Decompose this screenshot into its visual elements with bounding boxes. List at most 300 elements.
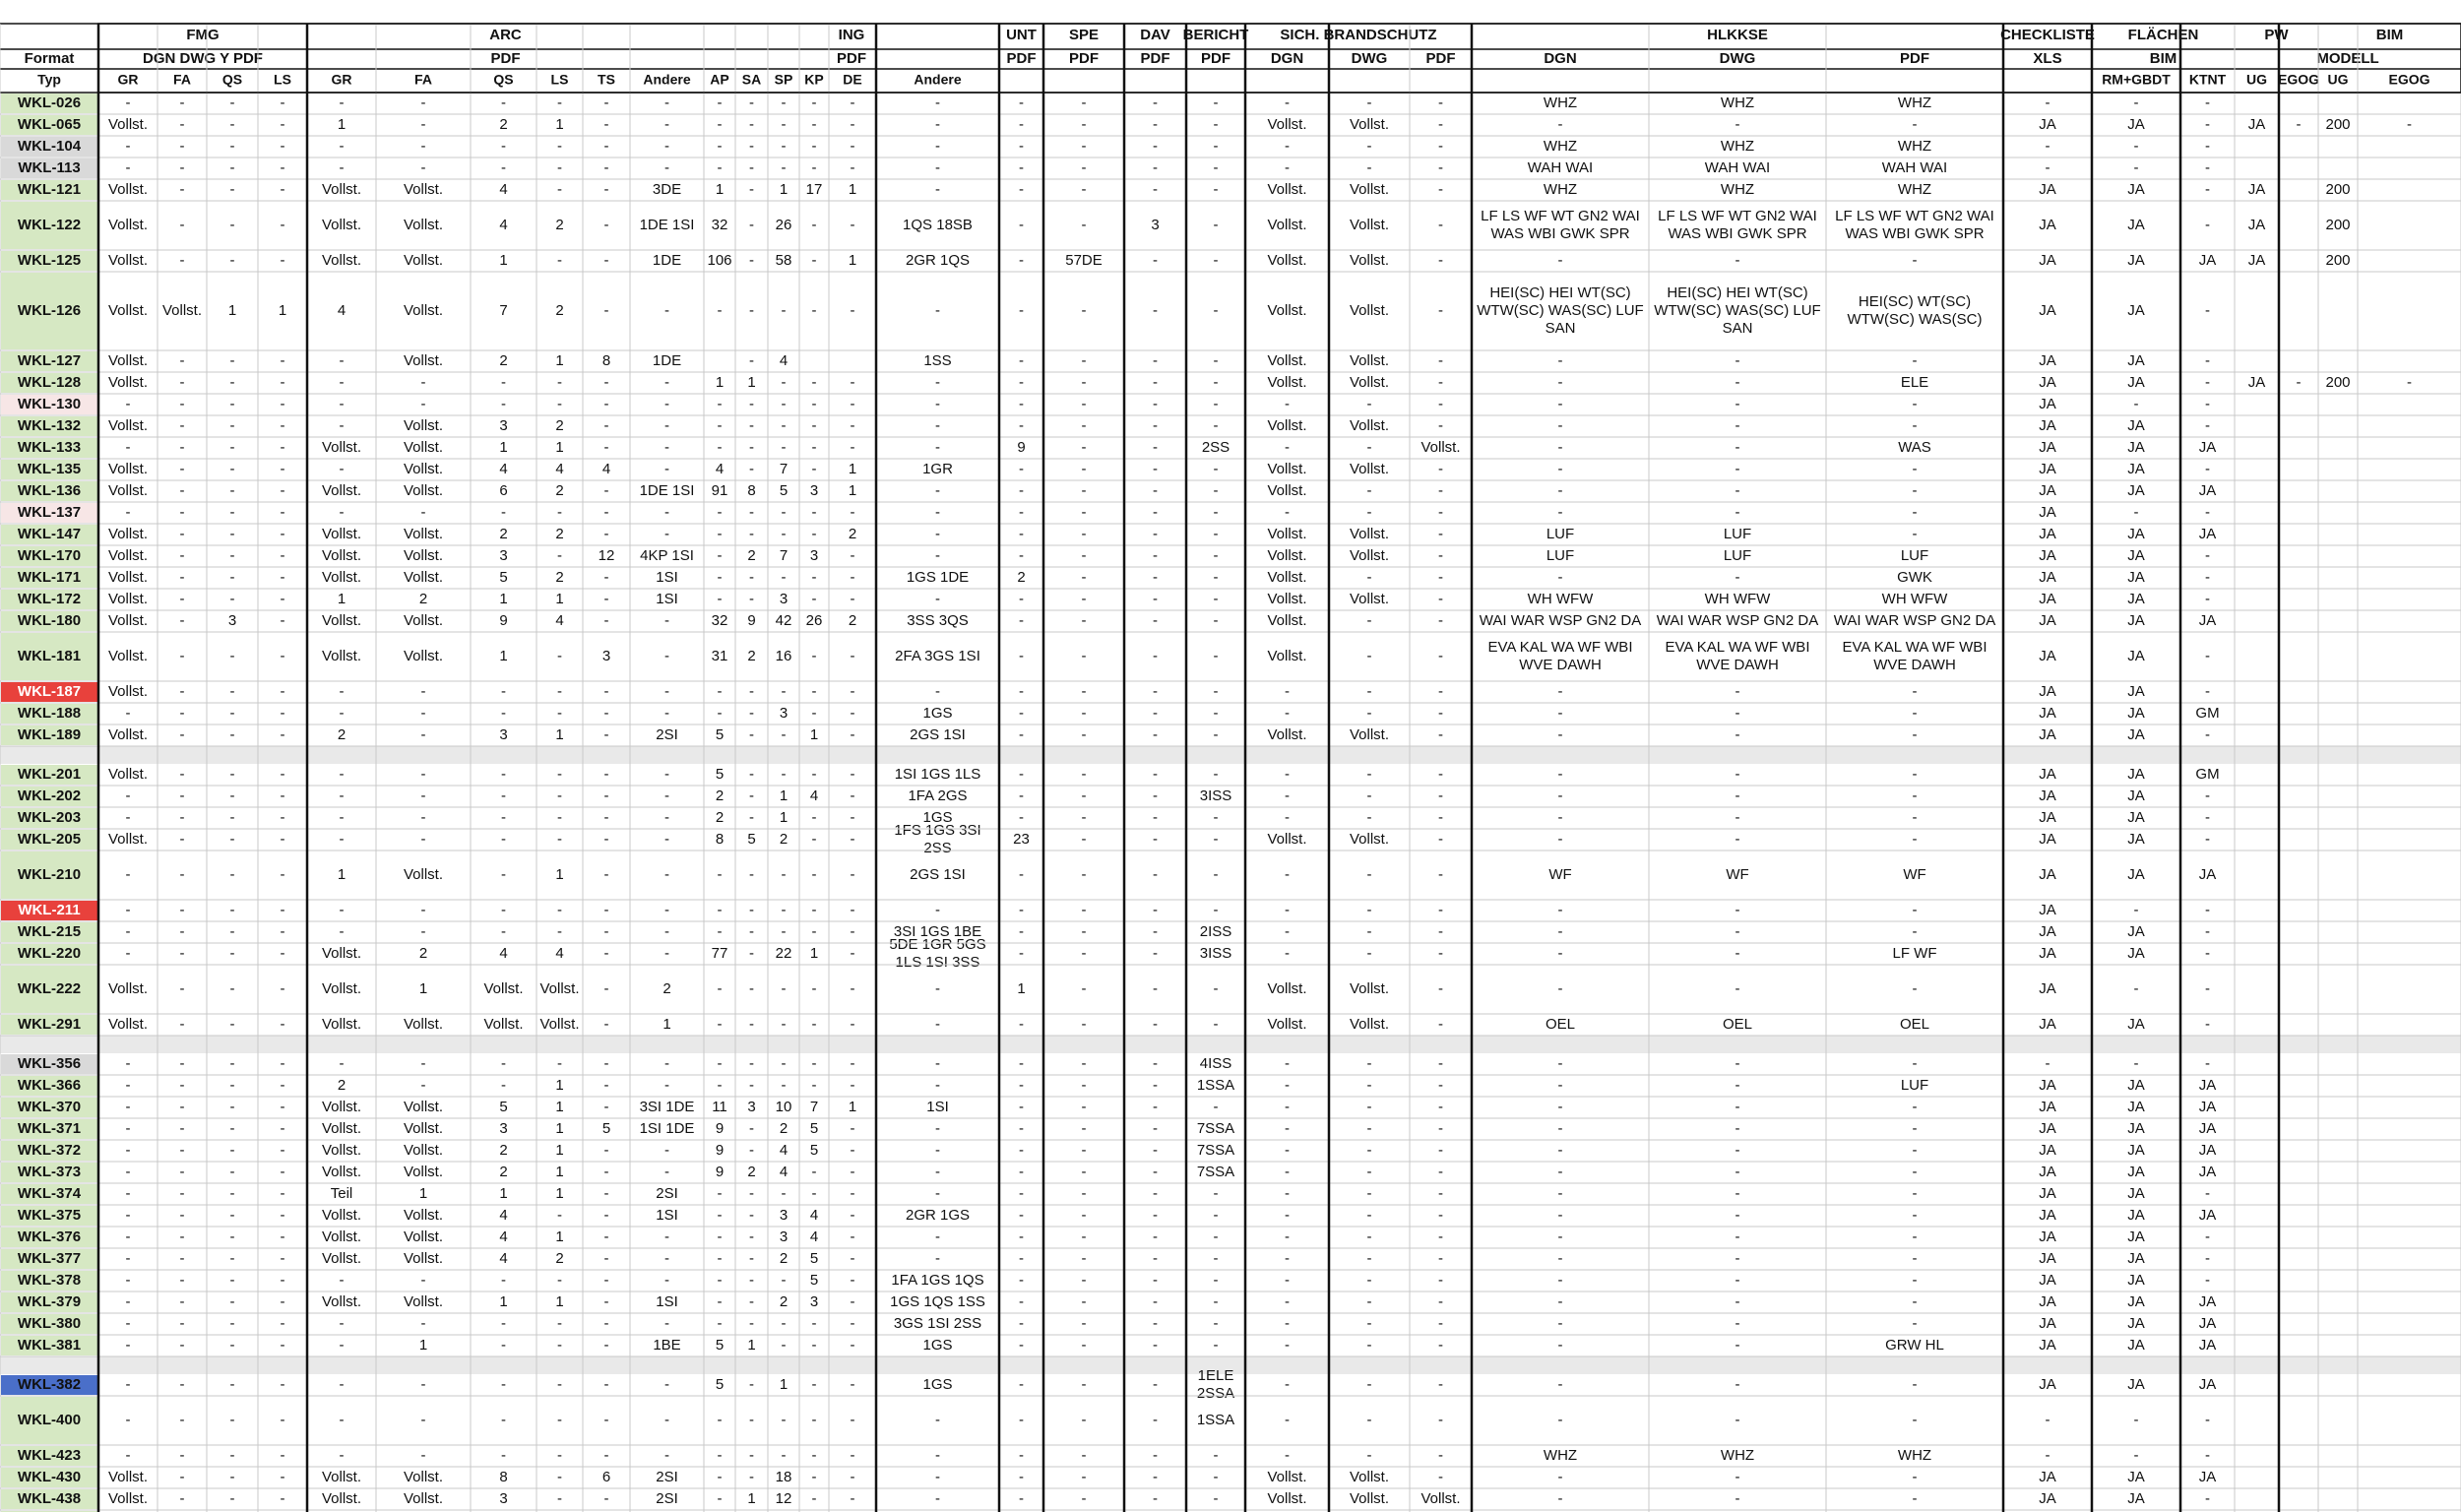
table-row[interactable] [1, 787, 97, 806]
cell-text: - [1019, 373, 1024, 391]
cell-text: - [1557, 1163, 1563, 1180]
cell-text: - [229, 438, 235, 456]
table-row[interactable] [1, 568, 97, 588]
cell-text: Vollst. [321, 1119, 362, 1137]
cell-text: Vollst. [1349, 590, 1390, 607]
cell-text: - [339, 682, 345, 700]
table-row[interactable] [1, 251, 97, 271]
cell-text: 1 [848, 481, 857, 499]
cell-text: JA [2198, 1163, 2217, 1180]
cell-text: 3SI 1DE [639, 1098, 695, 1115]
cell-text: - [1735, 1076, 1740, 1094]
cell-text: - [1019, 1141, 1024, 1159]
cell-text: - [1081, 590, 1087, 607]
cell-text: - [179, 901, 185, 918]
cell-text: - [229, 830, 235, 848]
cell-text: - [850, 1249, 855, 1267]
cell-text: - [850, 137, 855, 155]
row-id: WKL-137 [17, 503, 82, 521]
cell-text: - [1081, 1184, 1087, 1202]
cell-text: - [850, 1446, 855, 1464]
cell-text: - [2205, 416, 2210, 434]
table-row[interactable] [1, 416, 97, 436]
cell-text: - [1735, 1271, 1740, 1289]
table-row[interactable] [1, 273, 97, 349]
table-row[interactable] [1, 590, 97, 609]
cell-text: - [557, 158, 562, 176]
cell-text: - [339, 704, 345, 722]
cell-text: JA [2127, 115, 2145, 133]
table-row[interactable] [1, 1336, 97, 1355]
cell-text: - [935, 1076, 940, 1094]
cell-text: - [557, 1468, 562, 1485]
cell-text: - [229, 901, 235, 918]
cell-text: - [179, 1446, 185, 1464]
format-header: PDF [1425, 49, 1456, 67]
cell-text: OEL [1899, 1015, 1930, 1033]
cell-text: - [1735, 901, 1740, 918]
cell-text: Vollst. [1267, 1015, 1307, 1033]
cell-text: - [229, 1098, 235, 1115]
cell-text: - [1019, 1119, 1024, 1137]
cell-text: Vollst. [107, 251, 149, 269]
cell-text: JA [2127, 1292, 2145, 1310]
table-row[interactable] [1, 765, 97, 785]
cell-text: - [1557, 765, 1563, 783]
cell-text: 1 [555, 1292, 564, 1310]
table-row[interactable] [1, 901, 97, 920]
table-row[interactable] [1, 1314, 97, 1334]
cell-text: - [179, 944, 185, 962]
cell-text: - [717, 525, 723, 542]
cell-text: - [179, 1054, 185, 1072]
cell-text: 91 [711, 481, 728, 499]
cell-text: Vollst. [107, 373, 149, 391]
cell-text: WHZ [1543, 94, 1578, 111]
cell-text: - [420, 94, 426, 111]
cell-text: 26 [805, 611, 823, 629]
row-id: WKL-147 [17, 525, 82, 542]
cell-text: - [557, 922, 562, 940]
cell-text: - [1366, 94, 1372, 111]
cell-text: - [1285, 944, 1290, 962]
cell-text: - [935, 1446, 940, 1464]
table-row[interactable] [1, 373, 97, 393]
cell-text: Vollst. [1349, 301, 1390, 319]
cell-text: Vollst. [1267, 460, 1307, 477]
cell-text: - [1019, 765, 1024, 783]
cell-text: - [179, 1098, 185, 1115]
cell-text: 2SI [656, 1468, 678, 1485]
column-header: Andere [914, 71, 962, 88]
cell-text: JA [2198, 1375, 2217, 1393]
cell-text: - [1081, 1228, 1087, 1245]
cell-text: - [811, 922, 817, 940]
cell-text: 5 [809, 1119, 819, 1137]
cell-text: Vollst. [107, 725, 149, 743]
table-row[interactable] [1, 830, 97, 850]
cell-text: - [1019, 1076, 1024, 1094]
table-row[interactable] [1, 633, 97, 680]
cell-text: 1GS 1QS 1SS [890, 1292, 985, 1310]
cell-text: 2 [1017, 568, 1026, 586]
cell-text: Vollst. [483, 1015, 524, 1033]
table-row[interactable] [1, 808, 97, 828]
cell-text: Vollst. [107, 301, 149, 319]
cell-text: - [229, 1336, 235, 1354]
cell-text: - [717, 1076, 723, 1094]
table-row[interactable] [1, 1098, 97, 1117]
cell-text: - [1213, 481, 1219, 499]
cell-text: - [781, 1336, 787, 1354]
cell-text: JA [2127, 1228, 2145, 1245]
cell-text: - [603, 1489, 609, 1507]
cell-text: - [1557, 460, 1563, 477]
row-id: WKL-203 [17, 808, 82, 826]
cell-text: - [280, 1411, 285, 1428]
cell-text: - [1213, 180, 1219, 198]
table-row[interactable] [1, 1141, 97, 1161]
table-row[interactable] [1, 944, 97, 964]
cell-text: WH WFW [1881, 590, 1948, 607]
cell-text: WHZ [1897, 137, 1932, 155]
cell-text: - [125, 1076, 131, 1094]
cell-text: 9 [499, 611, 508, 629]
table-row[interactable] [1, 1184, 97, 1204]
cell-text: - [280, 1015, 285, 1033]
table-row[interactable] [1, 202, 97, 249]
cell-text: - [179, 1249, 185, 1267]
cell-text: - [935, 525, 940, 542]
table-row[interactable] [1, 682, 97, 702]
cell-text: JA [2127, 922, 2145, 940]
table-row[interactable] [1, 525, 97, 544]
cell-text: - [2045, 137, 2051, 155]
table-row[interactable] [1, 1119, 97, 1139]
cell-text: - [603, 865, 609, 883]
table-row[interactable] [1, 611, 97, 631]
cell-text: - [179, 1271, 185, 1289]
cell-text: - [850, 865, 855, 883]
table-row[interactable] [1, 1054, 97, 1074]
cell-text: - [811, 251, 817, 269]
cell-text: - [1912, 1375, 1918, 1393]
cell-text: Vollst. [107, 351, 149, 369]
cell-text: - [811, 1076, 817, 1094]
cell-text: - [1438, 416, 1443, 434]
cell-text: - [125, 438, 131, 456]
table-row[interactable] [1, 725, 97, 745]
cell-text: 5 [809, 1249, 819, 1267]
cell-text: - [339, 830, 345, 848]
cell-text: - [1081, 1163, 1087, 1180]
cell-text: Vollst. [1420, 438, 1461, 456]
cell-text: - [420, 704, 426, 722]
cell-text: - [179, 1076, 185, 1094]
cell-text: - [420, 158, 426, 176]
cell-text: JA [2198, 251, 2217, 269]
cell-text: - [1366, 901, 1372, 918]
cell-text: - [1081, 725, 1087, 743]
cell-text: - [1019, 901, 1024, 918]
cell-text: - [339, 373, 345, 391]
cell-text: - [557, 1375, 562, 1393]
table-row[interactable] [1, 395, 97, 414]
cell-text: Vollst. [539, 1015, 580, 1033]
cell-text: Vollst. [1267, 1468, 1307, 1485]
cell-text: - [179, 1468, 185, 1485]
table-row[interactable] [1, 180, 97, 200]
cell-text: - [749, 137, 754, 155]
cell-text: - [1557, 1314, 1563, 1332]
table-row[interactable] [1, 1271, 97, 1291]
cell-text: - [1735, 1054, 1740, 1072]
cell-text: - [280, 865, 285, 883]
cell-text: Vollst. [403, 525, 444, 542]
table-row[interactable] [1, 1468, 97, 1487]
cell-text: - [935, 901, 940, 918]
cell-text: - [179, 1141, 185, 1159]
column-header: LS [274, 71, 291, 88]
cell-text: - [717, 568, 723, 586]
cell-text: - [1366, 647, 1372, 664]
cell-text: - [603, 158, 609, 176]
column-header: UG [2327, 71, 2349, 88]
table-row[interactable] [1, 115, 97, 135]
cell-text: Vollst. [1349, 1489, 1390, 1507]
cell-text: - [1081, 704, 1087, 722]
cell-text: - [664, 1163, 669, 1180]
cell-text: Vollst. [1267, 373, 1307, 391]
row-id: WKL-133 [17, 438, 82, 456]
cell-text: - [717, 503, 723, 521]
table-row[interactable] [1, 1292, 97, 1312]
table-row[interactable] [1, 1076, 97, 1096]
table-row[interactable] [1, 460, 97, 479]
cell-text: - [717, 922, 723, 940]
row-id: WKL-371 [17, 1119, 82, 1137]
cell-text: - [781, 525, 787, 542]
cell-text: - [2133, 1446, 2139, 1464]
cell-text: 2 [337, 725, 347, 743]
cell-text: - [1912, 901, 1918, 918]
cell-text: - [1213, 765, 1219, 783]
cell-text: - [1213, 568, 1219, 586]
cell-text: 3GS 1SI 2SS [893, 1314, 982, 1332]
table-row[interactable] [1, 481, 97, 501]
cell-text: - [811, 568, 817, 586]
cell-text: - [1557, 503, 1563, 521]
cell-text: - [1557, 1249, 1563, 1267]
cell-text: - [1557, 725, 1563, 743]
cell-text: 5 [715, 1375, 725, 1393]
table-row[interactable] [1, 1446, 97, 1466]
cell-text: - [2133, 158, 2139, 176]
cell-text: - [557, 94, 562, 111]
cell-text: - [1285, 865, 1290, 883]
table-row[interactable] [1, 1206, 97, 1226]
cell-text: - [850, 301, 855, 319]
cell-text: LUF [1723, 546, 1752, 564]
table-row[interactable] [1, 966, 97, 1013]
row-id: WKL-180 [17, 611, 82, 629]
table-row[interactable] [1, 1249, 97, 1269]
table-row[interactable] [1, 922, 97, 942]
cell-text: Vollst. [1267, 725, 1307, 743]
cell-text: - [1912, 395, 1918, 412]
cell-text: - [664, 1228, 669, 1245]
cell-text: Vollst. [321, 1015, 362, 1033]
cell-text: - [179, 94, 185, 111]
cell-text: - [501, 1271, 506, 1289]
cell-text: Vollst. [403, 546, 444, 564]
cell-text: - [229, 1054, 235, 1072]
cell-text: - [1438, 546, 1443, 564]
table-row[interactable] [1, 704, 97, 724]
cell-text: - [1285, 1184, 1290, 1202]
cell-text: - [717, 1184, 723, 1202]
row-id: WKL-291 [17, 1015, 82, 1033]
cell-text: 1 [418, 1184, 428, 1202]
cell-text: Vollst. [403, 1163, 444, 1180]
cell-text: JA [2127, 1015, 2145, 1033]
cell-text: - [811, 94, 817, 111]
cell-text: 1DE [652, 251, 682, 269]
cell-text: LF LS WF WT GN2 WAI WAS WBI GWK SPR [1835, 207, 1994, 242]
table-row[interactable] [1, 851, 97, 899]
cell-text: - [1285, 395, 1290, 412]
cell-text: - [1438, 830, 1443, 848]
cell-text: 2 [747, 546, 756, 564]
group-header: SPE [1068, 26, 1100, 43]
cell-text: - [781, 1314, 787, 1332]
cell-text: - [280, 546, 285, 564]
cell-text: - [664, 301, 669, 319]
table-row[interactable] [1, 137, 97, 157]
cell-text: - [2205, 808, 2210, 826]
table-row[interactable] [1, 351, 97, 371]
cell-text: - [935, 416, 940, 434]
table-row[interactable] [1, 1163, 97, 1182]
table-row[interactable] [1, 94, 97, 113]
cell-text: - [749, 180, 754, 198]
cell-text: - [1019, 216, 1024, 233]
table-row[interactable] [1, 158, 97, 178]
cell-text: - [1438, 460, 1443, 477]
cell-text: - [2205, 115, 2210, 133]
row-id: WKL-382 [17, 1375, 82, 1393]
cell-text: JA [2247, 115, 2266, 133]
table-row[interactable] [1, 1397, 97, 1444]
table-row[interactable] [1, 438, 97, 458]
cell-text: - [811, 704, 817, 722]
table-row[interactable] [1, 1489, 97, 1509]
cell-text: - [557, 180, 562, 198]
cell-text: 4 [555, 611, 564, 629]
cell-text: - [1019, 704, 1024, 722]
column-header: TS [598, 71, 615, 88]
column-header: DE [843, 71, 862, 88]
cell-text: Vollst. [1267, 546, 1307, 564]
cell-text: - [1438, 180, 1443, 198]
table-row[interactable] [1, 503, 97, 523]
cell-text: JA [2127, 1468, 2145, 1485]
table-row[interactable] [1, 546, 97, 566]
table-row[interactable] [1, 1228, 97, 1247]
cell-text: - [935, 682, 940, 700]
cell-text: - [811, 901, 817, 918]
cell-text: - [664, 865, 669, 883]
cell-text: - [811, 830, 817, 848]
cell-text: Vollst. [403, 568, 444, 586]
cell-text: - [1153, 158, 1158, 176]
format-header: PDF [1201, 49, 1230, 67]
cell-text: - [1213, 1249, 1219, 1267]
cell-text: 2 [499, 351, 508, 369]
group-header: BERICHT [1182, 26, 1249, 43]
cell-text: 2 [663, 979, 671, 997]
cell-text: - [1285, 1076, 1290, 1094]
cell-text: - [280, 115, 285, 133]
cell-text: - [1735, 1249, 1740, 1267]
cell-text: - [125, 395, 131, 412]
cell-text: WF [1726, 865, 1749, 883]
cell-text: - [229, 416, 235, 434]
cell-text: - [603, 765, 609, 783]
cell-text: - [1557, 704, 1563, 722]
table-row[interactable] [1, 1015, 97, 1035]
cell-text: JA [2127, 682, 2145, 700]
cell-text: - [811, 647, 817, 664]
cell-text: 17 [805, 180, 823, 198]
cell-text: - [501, 922, 506, 940]
cell-text: - [749, 216, 754, 233]
cell-text: 5DE 1GR 5GS 1LS 1SI 3SS [889, 935, 986, 971]
cell-text: - [1153, 1228, 1158, 1245]
group-header: PW [2264, 26, 2289, 43]
cell-text: - [501, 901, 506, 918]
cell-text: JA [2039, 901, 2056, 918]
cell-text: LUF [1723, 525, 1752, 542]
cell-text: JA [2039, 704, 2056, 722]
cell-text: JA [2127, 460, 2145, 477]
cell-text: - [1735, 1336, 1740, 1354]
cell-text: Vollst. [1267, 216, 1307, 233]
cell-text: 1 [555, 1228, 564, 1245]
cell-text: - [935, 979, 940, 997]
cell-text: - [2133, 503, 2139, 521]
cell-text: Vollst. [321, 251, 362, 269]
cell-text: - [1019, 503, 1024, 521]
cell-text: - [603, 808, 609, 826]
cell-text: - [811, 1375, 817, 1393]
cell-text: - [280, 1141, 285, 1159]
cell-text: JA [2039, 460, 2056, 477]
cell-text: - [1438, 1141, 1443, 1159]
cell-text: 1 [555, 1098, 564, 1115]
table-row[interactable] [1, 1375, 97, 1395]
cell-text: - [2205, 1411, 2210, 1428]
cell-text: - [717, 1249, 723, 1267]
cell-text: JA [2039, 830, 2056, 848]
cell-text: WH WFW [1704, 590, 1771, 607]
cell-text: - [1153, 1141, 1158, 1159]
cell-text: - [1081, 546, 1087, 564]
cell-text: - [1366, 704, 1372, 722]
cell-text: Vollst. [1349, 115, 1390, 133]
cell-text: WH WFW [1527, 590, 1594, 607]
cell-text: - [1438, 373, 1443, 391]
